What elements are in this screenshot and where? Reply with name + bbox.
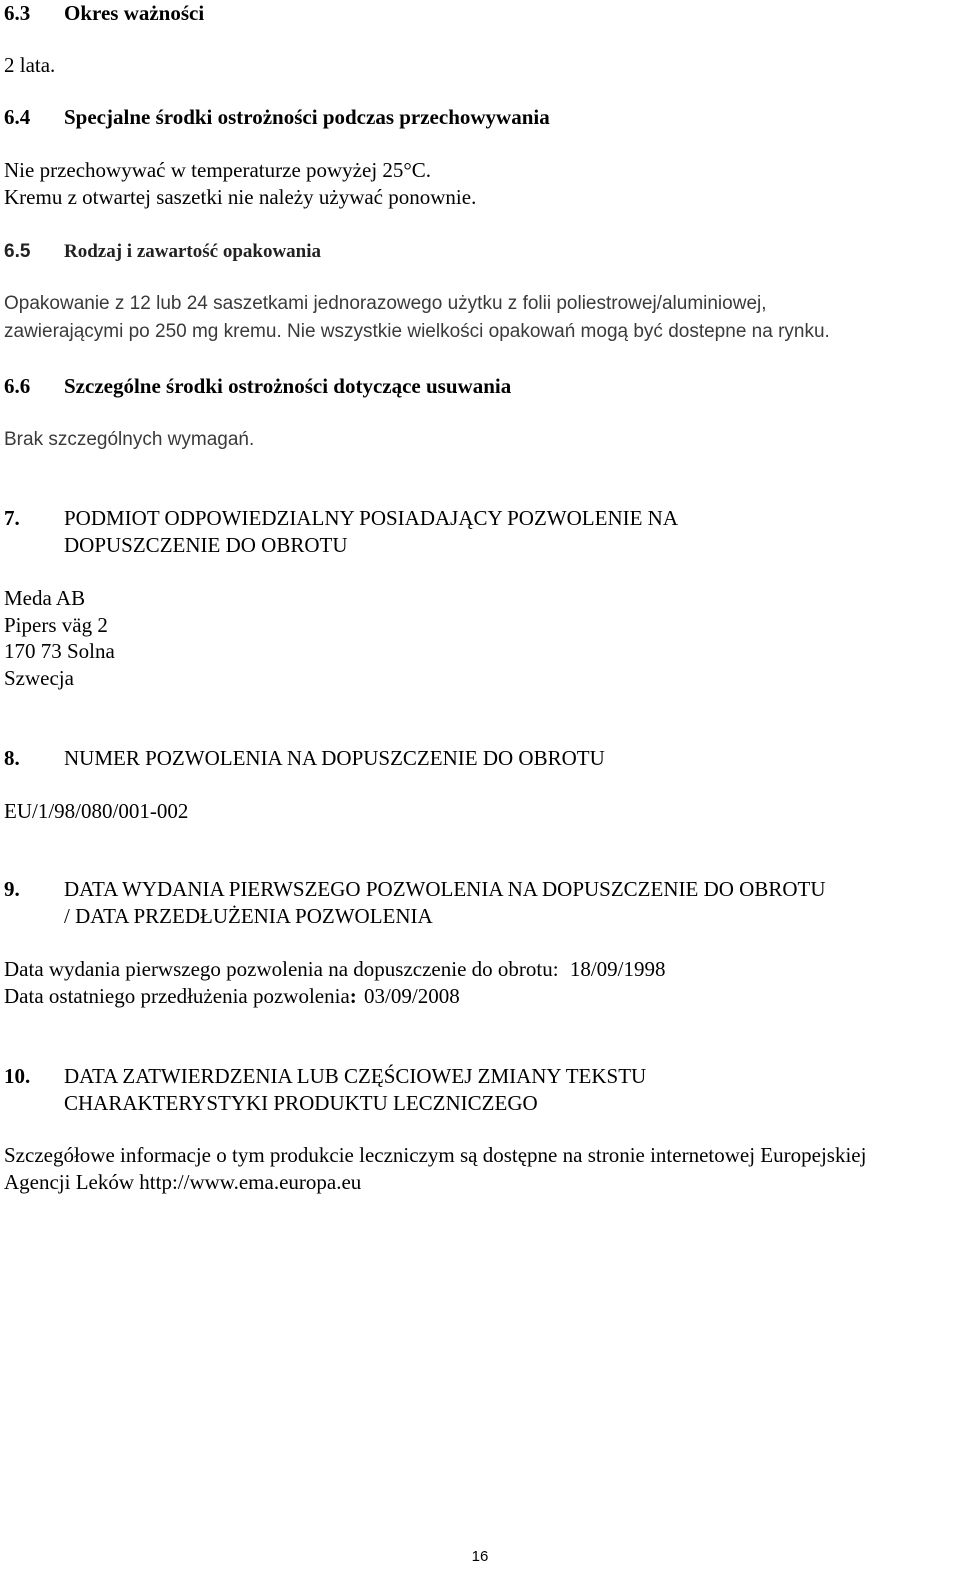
section-title: Rodzaj i zawartość opakowania (64, 241, 322, 262)
ema-info-line: Agencji Leków http://www.ema.europa.eu (4, 1169, 362, 1194)
renewal-date: 03/09/2008 (364, 984, 460, 1008)
section-number: 6.3 (4, 1, 31, 25)
address-line: Pipers väg 2 (4, 612, 108, 637)
shelf-life-text: 2 lata. (4, 53, 56, 77)
authorisation-number: EU/1/98/080/001-002 (4, 799, 189, 823)
storage-line: Kremu z otwartej saszetki nie należy używać ponownie. (4, 184, 477, 209)
ema-info-text (4, 1142, 866, 1195)
renewal-row (4, 983, 460, 1010)
section-title: Okres ważności (64, 1, 205, 25)
section-title: Szczególne środki ostrożności dotyczące usuwania (64, 374, 512, 398)
packaging-line: Opakowanie z 12 lub 24 saszetkami jednorazowego użytku z folii poliestrowej/aluminiowej, (4, 293, 767, 314)
first-authorisation-row (4, 956, 665, 983)
section-title-line: DOPUSZCZENIE DO OBROTU (64, 533, 348, 557)
mah-address (4, 585, 115, 692)
address-line: 170 73 Solna (4, 639, 115, 664)
address-line: Szwecja (4, 666, 74, 691)
section-number: 9. (4, 877, 20, 901)
renewal-label: Data ostatniego przedłużenia pozwolenia (4, 984, 350, 1008)
section-title-line: / DATA PRZEDŁUŻENIA POZWOLENIA (64, 904, 433, 928)
section-number: 6.6 (4, 374, 31, 398)
first-authorisation-date: 18/09/1998 (569, 957, 666, 981)
section-title-line: DATA WYDANIA PIERWSZEGO POZWOLENIA NA DOPUSZCZENIE DO OBROTU (64, 877, 826, 901)
section-number: 7. (4, 506, 20, 530)
storage-line: Nie przechowywać w temperaturze powyżej 25°C. (4, 158, 432, 182)
section-title-line: DATA ZATWIERDZENIA LUB CZĘŚCIOWEJ ZMIANY TEKSTU (64, 1064, 647, 1088)
disposal-text: Brak szczególnych wymagań. (4, 429, 255, 450)
address-line: Meda AB (4, 586, 86, 610)
packaging-line: zawierającymi po 250 mg kremu. Nie wszystkie wielkości opakowań mogą być dostepne na rynku. (4, 321, 830, 342)
section-number: 8. (4, 746, 20, 770)
page-number: 16 (471, 1548, 489, 1565)
first-authorisation-label: Data wydania pierwszego pozwolenia na dopuszczenie do obrotu: (4, 957, 559, 981)
section-number: 6.5 (4, 241, 31, 262)
storage-text (4, 157, 476, 210)
section-title: NUMER POZWOLENIA NA DOPUSZCZENIE DO OBROTU (64, 746, 605, 770)
section-title-line: CHARAKTERYSTYKI PRODUKTU LECZNICZEGO (64, 1091, 538, 1115)
section-number: 6.4 (4, 105, 31, 129)
section-title-line: PODMIOT ODPOWIEDZIALNY POSIADAJĄCY POZWOLENIE NA (64, 506, 679, 530)
packaging-text (4, 290, 830, 346)
section-number: 10. (4, 1064, 31, 1088)
section-title: Specjalne środki ostrożności podczas przechowywania (64, 105, 550, 129)
renewal-colon: : (349, 984, 357, 1008)
ema-info-line: Szczegółowe informacje o tym produkcie leczniczym są dostępne na stronie internetowej Europejskiej (4, 1143, 867, 1167)
